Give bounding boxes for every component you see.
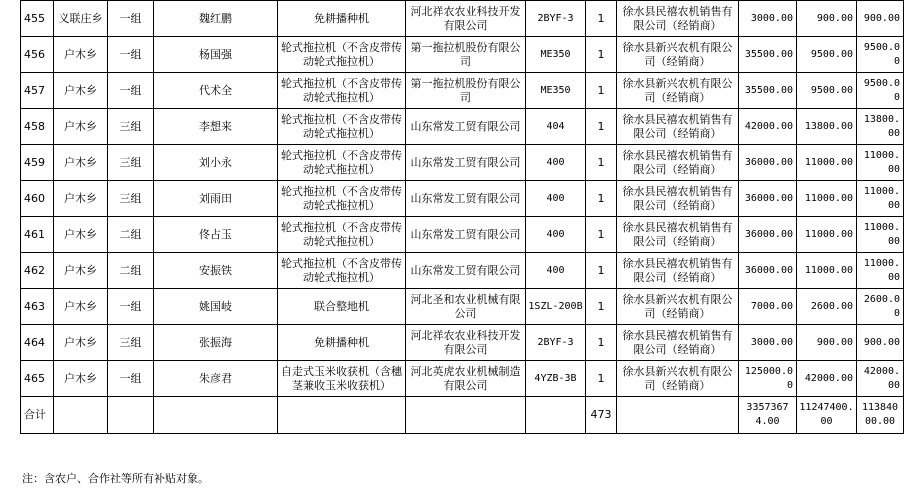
cell-no: 455 [21, 1, 54, 37]
empty-cell [526, 397, 586, 434]
cell-price: 35500.00 [739, 73, 797, 109]
table-row [21, 181, 904, 217]
table-row [21, 1, 904, 37]
cell-model: 400 [526, 253, 586, 289]
cell-no: 465 [21, 361, 54, 397]
cell-dealer: 徐水县民禧农机销售有限公司（经销商） [617, 1, 739, 37]
empty-cell [617, 397, 739, 434]
cell-model: 404 [526, 109, 586, 145]
cell-machine: 联合整地机 [278, 289, 406, 325]
cell-dealer: 徐水县民禧农机销售有限公司（经销商） [617, 109, 739, 145]
cell-no: 457 [21, 73, 54, 109]
cell-maker: 山东常发工贸有限公司 [406, 181, 526, 217]
total-total-subsidy: 11384000.00 [857, 397, 904, 434]
cell-price: 7000.00 [739, 289, 797, 325]
cell-subsidy: 11000.00 [797, 145, 857, 181]
cell-name: 佟占玉 [154, 217, 278, 253]
footnote: 注：含农户、合作社等所有补贴对象。 [22, 472, 209, 485]
cell-price: 3000.00 [739, 325, 797, 361]
cell-town: 户木乡 [54, 109, 108, 145]
total-row [21, 397, 904, 434]
cell-qty: 1 [586, 181, 617, 217]
cell-group: 一组 [108, 1, 154, 37]
cell-qty: 1 [586, 145, 617, 181]
cell-group: 三组 [108, 325, 154, 361]
cell-town: 户木乡 [54, 325, 108, 361]
empty-cell [154, 397, 278, 434]
cell-maker: 河北祥农农业科技开发有限公司 [406, 1, 526, 37]
cell-total-subsidy: 42000.00 [857, 361, 904, 397]
cell-no: 462 [21, 253, 54, 289]
cell-price: 36000.00 [739, 145, 797, 181]
cell-model: 1SZL-200B [526, 289, 586, 325]
cell-price: 125000.00 [739, 361, 797, 397]
cell-dealer: 徐水县新兴农机有限公司（经销商） [617, 73, 739, 109]
cell-subsidy: 2600.00 [797, 289, 857, 325]
cell-town: 户木乡 [54, 253, 108, 289]
cell-name: 李想来 [154, 109, 278, 145]
total-label: 合计 [21, 397, 54, 434]
cell-no: 459 [21, 145, 54, 181]
cell-qty: 1 [586, 1, 617, 37]
cell-model: 400 [526, 181, 586, 217]
cell-total-subsidy: 11000.00 [857, 253, 904, 289]
total-qty: 473 [586, 397, 617, 434]
cell-subsidy: 42000.00 [797, 361, 857, 397]
cell-subsidy: 13800.00 [797, 109, 857, 145]
cell-maker: 河北圣和农业机械有限公司 [406, 289, 526, 325]
cell-total-subsidy: 9500.00 [857, 73, 904, 109]
cell-no: 463 [21, 289, 54, 325]
cell-machine: 轮式拖拉机（不含皮带传动轮式拖拉机） [278, 37, 406, 73]
cell-name: 张振海 [154, 325, 278, 361]
cell-no: 464 [21, 325, 54, 361]
cell-qty: 1 [586, 37, 617, 73]
cell-maker: 山东常发工贸有限公司 [406, 109, 526, 145]
cell-machine: 轮式拖拉机（不含皮带传动轮式拖拉机） [278, 217, 406, 253]
cell-group: 二组 [108, 217, 154, 253]
cell-town: 户木乡 [54, 289, 108, 325]
cell-name: 代术全 [154, 73, 278, 109]
cell-machine: 免耕播种机 [278, 325, 406, 361]
cell-name: 刘雨田 [154, 181, 278, 217]
cell-machine: 免耕播种机 [278, 1, 406, 37]
cell-model: ME350 [526, 37, 586, 73]
cell-dealer: 徐水县新兴农机有限公司（经销商） [617, 289, 739, 325]
cell-price: 36000.00 [739, 217, 797, 253]
cell-town: 户木乡 [54, 37, 108, 73]
cell-town: 义联庄乡 [54, 1, 108, 37]
cell-subsidy: 900.00 [797, 1, 857, 37]
empty-cell [278, 397, 406, 434]
cell-qty: 1 [586, 217, 617, 253]
cell-model: 400 [526, 145, 586, 181]
cell-total-subsidy: 13800.00 [857, 109, 904, 145]
table-row [21, 109, 904, 145]
cell-qty: 1 [586, 361, 617, 397]
cell-subsidy: 900.00 [797, 325, 857, 361]
cell-no: 461 [21, 217, 54, 253]
cell-maker: 河北祥农农业科技开发有限公司 [406, 325, 526, 361]
cell-town: 户木乡 [54, 217, 108, 253]
cell-group: 二组 [108, 253, 154, 289]
cell-machine: 轮式拖拉机（不含皮带传动轮式拖拉机） [278, 145, 406, 181]
cell-name: 朱彦君 [154, 361, 278, 397]
cell-subsidy: 11000.00 [797, 217, 857, 253]
cell-model: 4YZB-3B [526, 361, 586, 397]
table-row [21, 289, 904, 325]
cell-subsidy: 9500.00 [797, 37, 857, 73]
cell-machine: 轮式拖拉机（不含皮带传动轮式拖拉机） [278, 109, 406, 145]
cell-town: 户木乡 [54, 181, 108, 217]
total-subsidy: 11247400.00 [797, 397, 857, 434]
table-row [21, 325, 904, 361]
cell-group: 三组 [108, 145, 154, 181]
cell-qty: 1 [586, 253, 617, 289]
cell-town: 户木乡 [54, 361, 108, 397]
cell-name: 魏红鹏 [154, 1, 278, 37]
cell-total-subsidy: 900.00 [857, 1, 904, 37]
subsidy-table [20, 0, 904, 434]
cell-name: 姚国岐 [154, 289, 278, 325]
cell-group: 一组 [108, 37, 154, 73]
cell-machine: 自走式玉米收获机（含穗茎兼收玉米收获机） [278, 361, 406, 397]
cell-model: ME350 [526, 73, 586, 109]
cell-maker: 山东常发工贸有限公司 [406, 253, 526, 289]
table-row [21, 217, 904, 253]
cell-qty: 1 [586, 289, 617, 325]
cell-model: 2BYF-3 [526, 1, 586, 37]
cell-maker: 河北英虎农业机械制造有限公司 [406, 361, 526, 397]
total-price: 33573674.00 [739, 397, 797, 434]
cell-machine: 轮式拖拉机（不含皮带传动轮式拖拉机） [278, 73, 406, 109]
cell-model: 2BYF-3 [526, 325, 586, 361]
cell-total-subsidy: 11000.00 [857, 145, 904, 181]
cell-dealer: 徐水县新兴农机有限公司（经销商） [617, 37, 739, 73]
cell-qty: 1 [586, 109, 617, 145]
cell-dealer: 徐水县民禧农机销售有限公司（经销商） [617, 181, 739, 217]
cell-no: 456 [21, 37, 54, 73]
cell-no: 460 [21, 181, 54, 217]
cell-dealer: 徐水县新兴农机有限公司（经销商） [617, 361, 739, 397]
cell-price: 3000.00 [739, 1, 797, 37]
cell-dealer: 徐水县民禧农机销售有限公司（经销商） [617, 253, 739, 289]
cell-maker: 山东常发工贸有限公司 [406, 145, 526, 181]
cell-total-subsidy: 11000.00 [857, 217, 904, 253]
cell-name: 刘小永 [154, 145, 278, 181]
cell-group: 一组 [108, 73, 154, 109]
cell-group: 三组 [108, 109, 154, 145]
cell-machine: 轮式拖拉机（不含皮带传动轮式拖拉机） [278, 253, 406, 289]
cell-price: 35500.00 [739, 37, 797, 73]
cell-subsidy: 9500.00 [797, 73, 857, 109]
cell-group: 一组 [108, 289, 154, 325]
cell-price: 36000.00 [739, 181, 797, 217]
cell-dealer: 徐水县民禧农机销售有限公司（经销商） [617, 217, 739, 253]
cell-total-subsidy: 11000.00 [857, 181, 904, 217]
cell-town: 户木乡 [54, 145, 108, 181]
cell-dealer: 徐水县民禧农机销售有限公司（经销商） [617, 325, 739, 361]
cell-total-subsidy: 2600.00 [857, 289, 904, 325]
cell-name: 安振铁 [154, 253, 278, 289]
cell-group: 一组 [108, 361, 154, 397]
cell-dealer: 徐水县民禧农机销售有限公司（经销商） [617, 145, 739, 181]
cell-qty: 1 [586, 325, 617, 361]
empty-cell [108, 397, 154, 434]
table-body [21, 1, 904, 434]
cell-maker: 第一拖拉机股份有限公司 [406, 37, 526, 73]
cell-price: 36000.00 [739, 253, 797, 289]
cell-model: 400 [526, 217, 586, 253]
table-row [21, 73, 904, 109]
table-row [21, 145, 904, 181]
cell-group: 三组 [108, 181, 154, 217]
cell-subsidy: 11000.00 [797, 253, 857, 289]
cell-name: 杨国强 [154, 37, 278, 73]
empty-cell [406, 397, 526, 434]
cell-maker: 第一拖拉机股份有限公司 [406, 73, 526, 109]
cell-maker: 山东常发工贸有限公司 [406, 217, 526, 253]
cell-total-subsidy: 9500.00 [857, 37, 904, 73]
table-row [21, 253, 904, 289]
cell-price: 42000.00 [739, 109, 797, 145]
empty-cell [54, 397, 108, 434]
table-row [21, 37, 904, 73]
cell-subsidy: 11000.00 [797, 181, 857, 217]
cell-qty: 1 [586, 73, 617, 109]
cell-machine: 轮式拖拉机（不含皮带传动轮式拖拉机） [278, 181, 406, 217]
table-row [21, 361, 904, 397]
cell-town: 户木乡 [54, 73, 108, 109]
cell-no: 458 [21, 109, 54, 145]
cell-total-subsidy: 900.00 [857, 325, 904, 361]
